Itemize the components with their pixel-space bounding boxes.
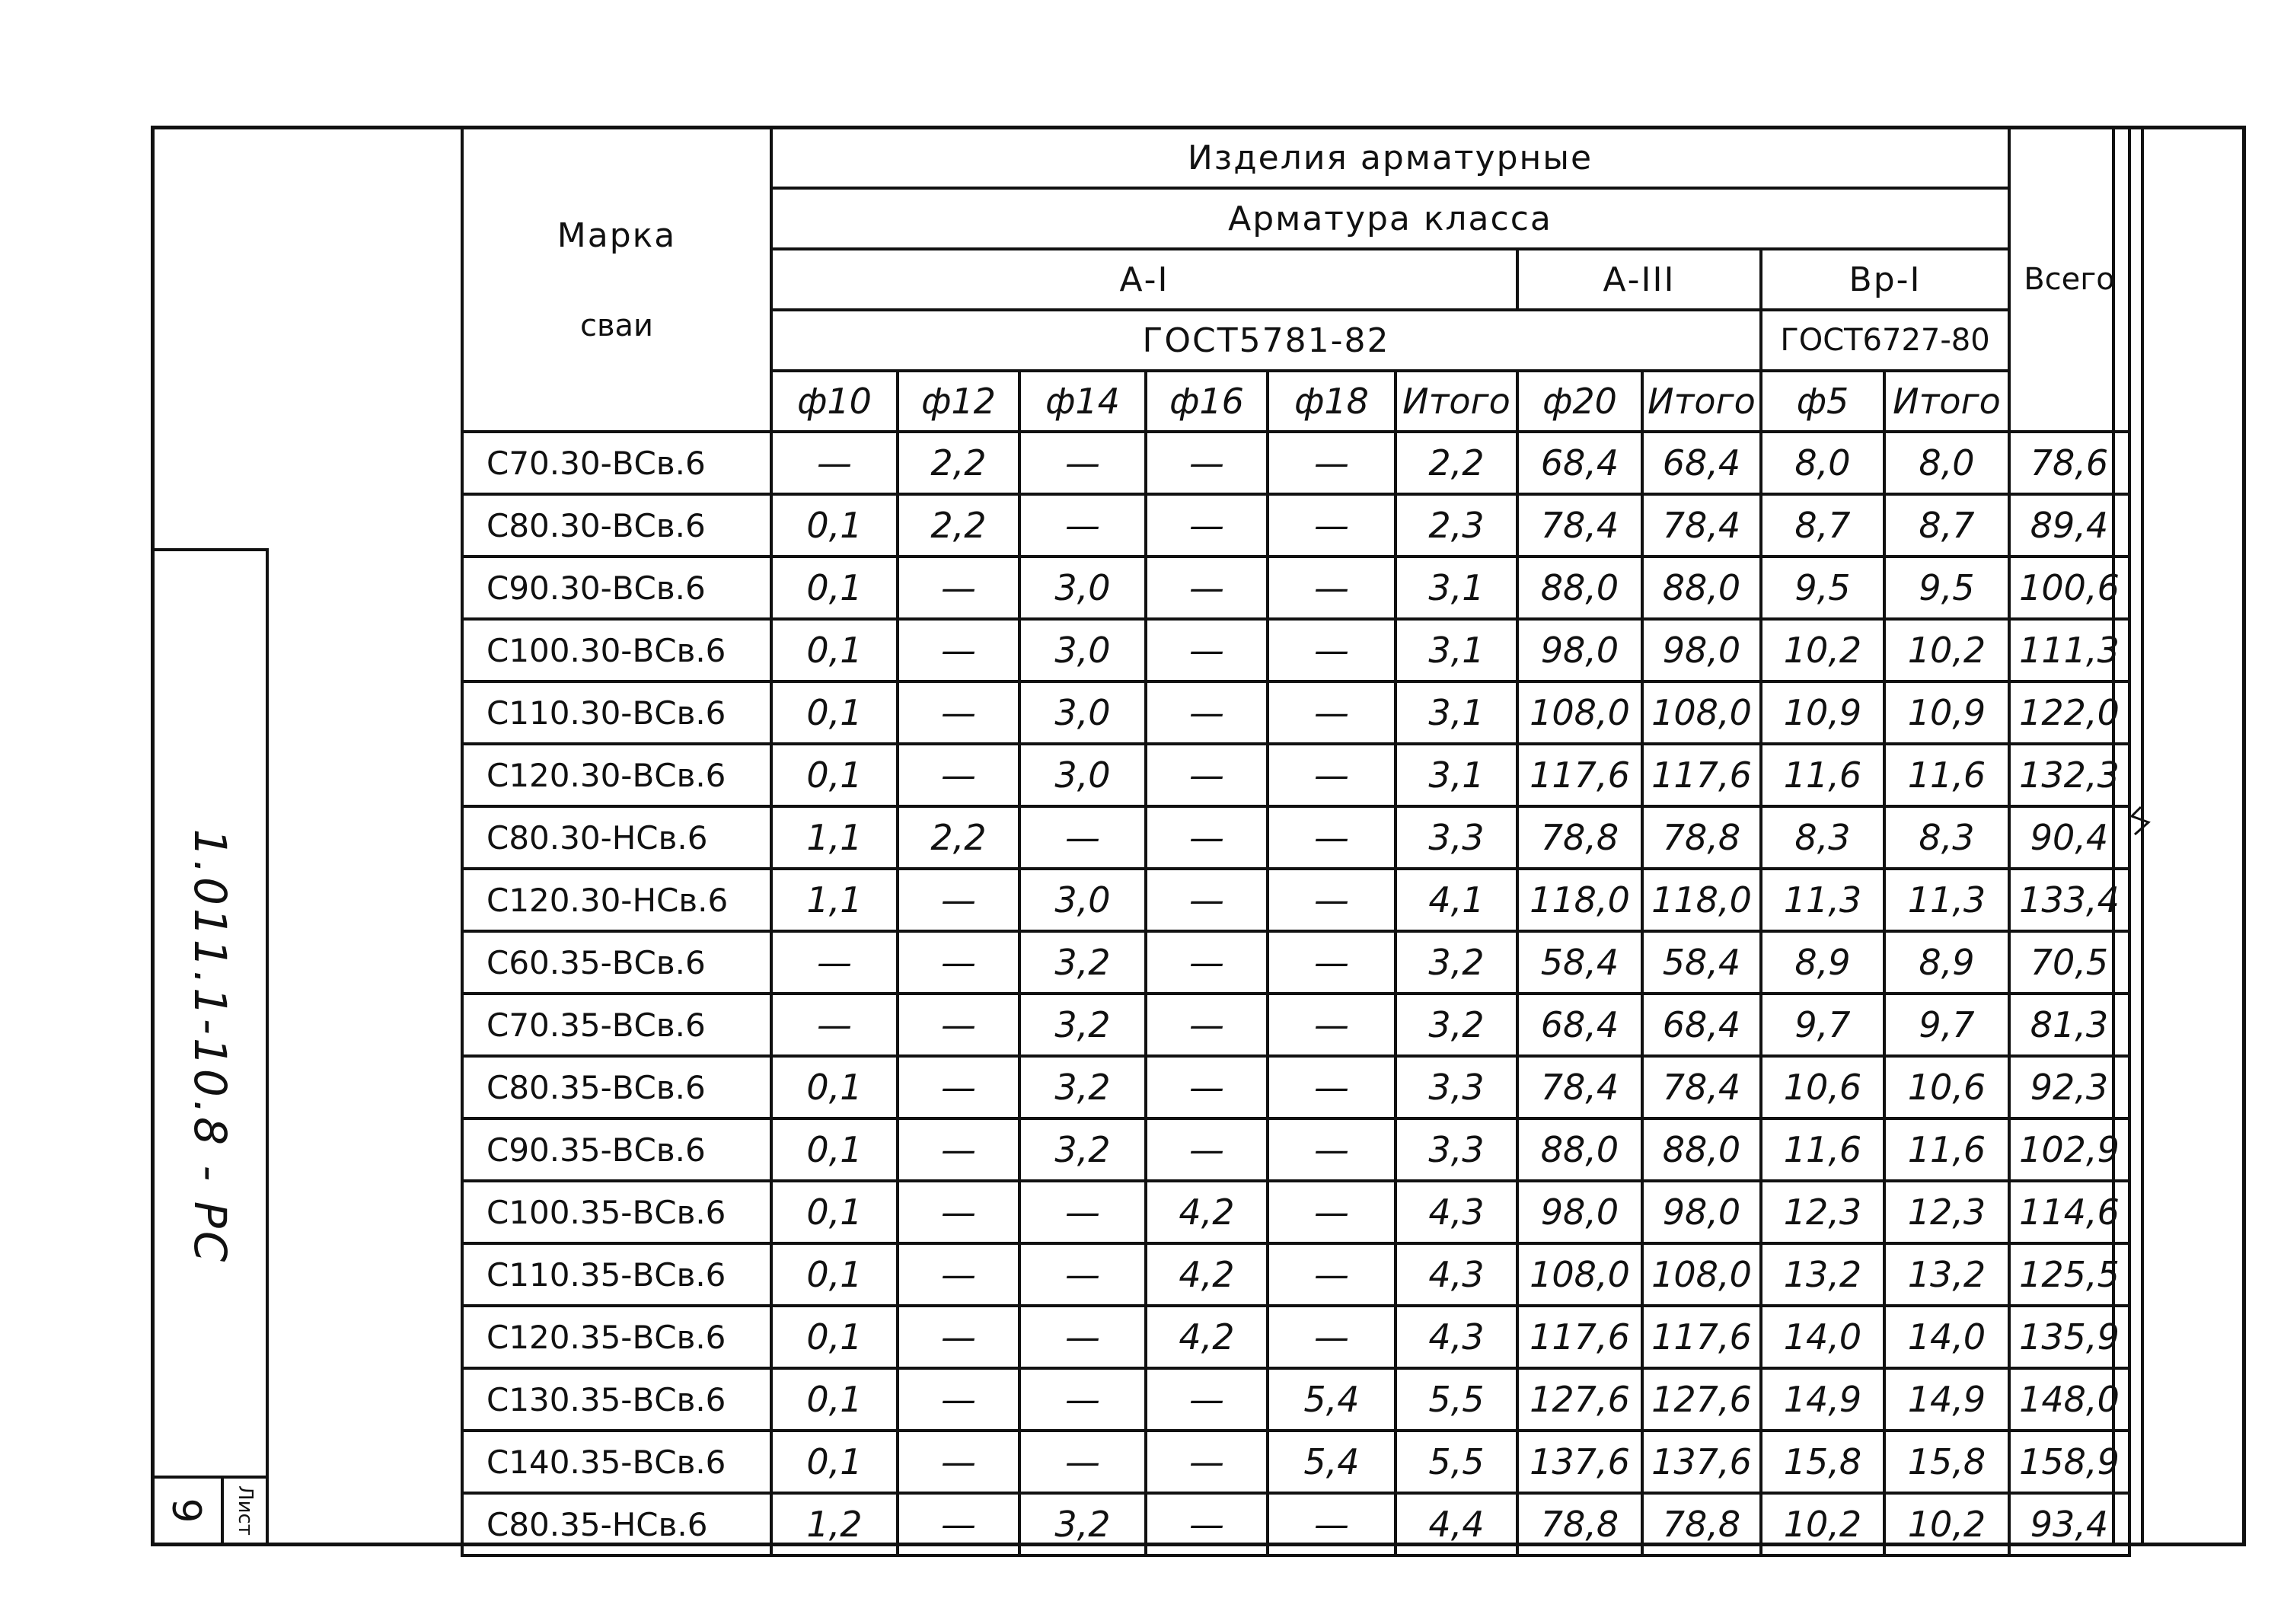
value-cell: 10,9 — [1761, 681, 1884, 744]
value-cell: — — [1019, 806, 1146, 869]
value-cell: — — [1146, 1056, 1268, 1118]
value-cell: 3,2 — [1019, 1493, 1146, 1555]
value-cell: 8,7 — [1884, 494, 2009, 557]
reinforcement-table — [461, 126, 2131, 1557]
pile-mark-cell: С90.30-ВСв.6 — [462, 557, 771, 619]
pile-mark-cell: С80.35-НСв.6 — [462, 1493, 771, 1555]
value-cell: 9,7 — [1761, 994, 1884, 1056]
value-cell: 2,2 — [1396, 432, 1517, 494]
value-cell: — — [1146, 681, 1268, 744]
table-row — [462, 1431, 2129, 1493]
col-header-f12: ф12 — [898, 371, 1019, 432]
document-code: 1.011.1-10.8 - РС — [184, 828, 236, 1265]
value-cell: — — [1146, 744, 1268, 806]
value-cell: 12,3 — [1761, 1181, 1884, 1243]
value-cell: 3,2 — [1019, 994, 1146, 1056]
value-cell: — — [1268, 931, 1396, 994]
value-cell: 13,2 — [1761, 1243, 1884, 1306]
value-cell: 2,2 — [898, 806, 1019, 869]
class-a3-header: А-III — [1517, 249, 1761, 310]
value-cell: — — [1268, 994, 1396, 1056]
value-cell: — — [1268, 619, 1396, 681]
row-total-cell: 92,3 — [2009, 1056, 2129, 1118]
value-cell: 4,2 — [1146, 1306, 1268, 1368]
col-header-f18: ф18 — [1268, 371, 1396, 432]
table-row — [462, 869, 2129, 931]
value-cell: 78,4 — [1517, 1056, 1642, 1118]
value-cell: — — [1019, 1243, 1146, 1306]
col-header-total-a1: Итого — [1396, 371, 1517, 432]
value-cell: — — [1268, 1493, 1396, 1555]
value-cell: 78,8 — [1642, 1493, 1761, 1555]
value-cell: — — [1146, 557, 1268, 619]
table-row — [462, 931, 2129, 994]
value-cell: 4,3 — [1396, 1306, 1517, 1368]
pile-mark-cell: С70.35-ВСв.6 — [462, 994, 771, 1056]
value-cell: — — [1146, 931, 1268, 994]
margin-line — [2141, 126, 2144, 1546]
value-cell: — — [1019, 1368, 1146, 1431]
value-cell: 4,2 — [1146, 1181, 1268, 1243]
value-cell: — — [1268, 494, 1396, 557]
pile-mark-cell: С110.30-ВСв.6 — [462, 681, 771, 744]
value-cell: — — [1146, 806, 1268, 869]
value-cell: 2,2 — [898, 494, 1019, 557]
value-cell: 15,8 — [1884, 1431, 2009, 1493]
value-cell: 10,2 — [1884, 619, 2009, 681]
value-cell: 11,6 — [1761, 744, 1884, 806]
pile-mark-cell: С110.35-ВСв.6 — [462, 1243, 771, 1306]
value-cell: 137,6 — [1517, 1431, 1642, 1493]
pile-mark-cell: С130.35-ВСв.6 — [462, 1368, 771, 1431]
value-cell: — — [898, 1243, 1019, 1306]
value-cell: 5,4 — [1268, 1368, 1396, 1431]
value-cell: 5,5 — [1396, 1368, 1517, 1431]
row-total-cell: 78,6 — [2009, 432, 2129, 494]
value-cell: — — [898, 931, 1019, 994]
table-row — [462, 619, 2129, 681]
value-cell: 3,0 — [1019, 557, 1146, 619]
value-cell: 98,0 — [1642, 1181, 1761, 1243]
pile-mark-cell: С80.30-НСв.6 — [462, 806, 771, 869]
value-cell: — — [1268, 1056, 1396, 1118]
value-cell: 78,4 — [1517, 494, 1642, 557]
value-cell: 117,6 — [1517, 1306, 1642, 1368]
value-cell: 3,2 — [1019, 931, 1146, 994]
pile-mark-cell: С100.35-ВСв.6 — [462, 1181, 771, 1243]
value-cell: 108,0 — [1517, 681, 1642, 744]
value-cell: 8,3 — [1884, 806, 2009, 869]
value-cell: 78,8 — [1642, 806, 1761, 869]
gost-a-header: ГОСТ5781-82 — [771, 310, 1761, 371]
table-row — [462, 494, 2129, 557]
value-cell: 4,2 — [1146, 1243, 1268, 1306]
value-cell: 8,3 — [1761, 806, 1884, 869]
value-cell: 11,6 — [1761, 1118, 1884, 1181]
value-cell: — — [1268, 1306, 1396, 1368]
value-cell: 0,1 — [771, 1181, 898, 1243]
value-cell: 10,2 — [1761, 1493, 1884, 1555]
value-cell: 10,2 — [1884, 1493, 2009, 1555]
value-cell: — — [771, 432, 898, 494]
value-cell: 8,0 — [1761, 432, 1884, 494]
table-row — [462, 1118, 2129, 1181]
value-cell: 9,7 — [1884, 994, 2009, 1056]
value-cell: 5,4 — [1268, 1431, 1396, 1493]
value-cell: — — [898, 869, 1019, 931]
value-cell: 78,8 — [1517, 806, 1642, 869]
value-cell: 4,4 — [1396, 1493, 1517, 1555]
row-total-cell: 93,4 — [2009, 1493, 2129, 1555]
value-cell: — — [1268, 681, 1396, 744]
value-cell: 88,0 — [1642, 557, 1761, 619]
table-row — [462, 1181, 2129, 1243]
pile-mark-cell: С70.30-ВСв.6 — [462, 432, 771, 494]
value-cell: — — [898, 1181, 1019, 1243]
sheet-label: Лист — [234, 1485, 257, 1536]
value-cell: 68,4 — [1642, 432, 1761, 494]
value-cell: — — [898, 1431, 1019, 1493]
value-cell: — — [898, 681, 1019, 744]
pile-mark-cell: С100.30-ВСв.6 — [462, 619, 771, 681]
value-cell: 14,9 — [1761, 1368, 1884, 1431]
value-cell: 14,0 — [1884, 1306, 2009, 1368]
value-cell: 0,1 — [771, 1431, 898, 1493]
value-cell: — — [898, 1056, 1019, 1118]
value-cell: — — [1019, 1306, 1146, 1368]
value-cell: 0,1 — [771, 1243, 898, 1306]
value-cell: 88,0 — [1517, 557, 1642, 619]
row-total-cell: 70,5 — [2009, 931, 2129, 994]
value-cell: — — [1146, 994, 1268, 1056]
value-cell: 3,2 — [1396, 994, 1517, 1056]
value-cell: 8,7 — [1761, 494, 1884, 557]
value-cell: 98,0 — [1517, 619, 1642, 681]
table-row — [462, 1368, 2129, 1431]
value-cell: 0,1 — [771, 1368, 898, 1431]
col-header-f20: ф20 — [1517, 371, 1642, 432]
value-cell: 0,1 — [771, 744, 898, 806]
value-cell: 108,0 — [1642, 1243, 1761, 1306]
value-cell: 8,9 — [1761, 931, 1884, 994]
value-cell: 14,0 — [1761, 1306, 1884, 1368]
value-cell: 12,3 — [1884, 1181, 2009, 1243]
value-cell: — — [1019, 1431, 1146, 1493]
value-cell: 0,1 — [771, 557, 898, 619]
value-cell: — — [1019, 432, 1146, 494]
value-cell: 3,1 — [1396, 619, 1517, 681]
row-total-cell: 125,5 — [2009, 1243, 2129, 1306]
pile-mark-cell: С90.35-ВСв.6 — [462, 1118, 771, 1181]
value-cell: 8,0 — [1884, 432, 2009, 494]
value-cell: 78,4 — [1642, 1056, 1761, 1118]
value-cell: 3,0 — [1019, 681, 1146, 744]
table-row — [462, 1056, 2129, 1118]
table-row — [462, 744, 2129, 806]
value-cell: 5,5 — [1396, 1431, 1517, 1493]
value-cell: 68,4 — [1517, 994, 1642, 1056]
table-row — [462, 994, 2129, 1056]
value-cell: — — [1146, 494, 1268, 557]
col-header-total-a3: Итого — [1642, 371, 1761, 432]
value-cell: 127,6 — [1517, 1368, 1642, 1431]
col-header-f16: ф16 — [1146, 371, 1268, 432]
mark-header-line2: сваи — [579, 308, 654, 343]
value-cell: — — [898, 1368, 1019, 1431]
value-cell: 10,6 — [1884, 1056, 2009, 1118]
value-cell: 3,0 — [1019, 744, 1146, 806]
products-header: Изделия арматурные — [771, 127, 2009, 188]
value-cell: — — [1146, 1493, 1268, 1555]
value-cell: — — [1146, 1431, 1268, 1493]
value-cell: — — [1268, 806, 1396, 869]
row-total-cell: 122,0 — [2009, 681, 2129, 744]
value-cell: 4,1 — [1396, 869, 1517, 931]
value-cell: 88,0 — [1642, 1118, 1761, 1181]
pile-mark-cell: С120.35-ВСв.6 — [462, 1306, 771, 1368]
value-cell: — — [1146, 1368, 1268, 1431]
value-cell: 10,9 — [1884, 681, 2009, 744]
col-header-f10: ф10 — [771, 371, 898, 432]
value-cell: 0,1 — [771, 681, 898, 744]
value-cell: 98,0 — [1517, 1181, 1642, 1243]
value-cell: 11,3 — [1884, 869, 2009, 931]
value-cell: — — [898, 557, 1019, 619]
value-cell: 58,4 — [1517, 931, 1642, 994]
value-cell: 10,6 — [1761, 1056, 1884, 1118]
value-cell: 3,0 — [1019, 869, 1146, 931]
value-cell: — — [1146, 869, 1268, 931]
table-row — [462, 1243, 2129, 1306]
value-cell: 78,8 — [1517, 1493, 1642, 1555]
pile-mark-cell: С80.30-ВСв.6 — [462, 494, 771, 557]
value-cell: 127,6 — [1642, 1368, 1761, 1431]
value-cell: — — [771, 994, 898, 1056]
col-header-f5: ф5 — [1761, 371, 1884, 432]
value-cell: 4,3 — [1396, 1181, 1517, 1243]
value-cell: — — [1268, 557, 1396, 619]
row-total-cell: 90,4 — [2009, 806, 2129, 869]
gost-bp-header: ГОСТ6727-80 — [1761, 310, 2009, 371]
row-total-cell: 100,6 — [2009, 557, 2129, 619]
pile-mark-cell: С120.30-ВСв.6 — [462, 744, 771, 806]
class-a1-header: А-I — [771, 249, 1517, 310]
value-cell: 3,1 — [1396, 744, 1517, 806]
value-cell: 3,0 — [1019, 619, 1146, 681]
table-row — [462, 1493, 2129, 1555]
mark-header — [462, 127, 771, 432]
col-header-f14: ф14 — [1019, 371, 1146, 432]
value-cell: 117,6 — [1642, 1306, 1761, 1368]
row-total-cell: 148,0 — [2009, 1368, 2129, 1431]
class-bp1-header: Вр-I — [1761, 249, 2009, 310]
value-cell: 4,3 — [1396, 1243, 1517, 1306]
row-total-cell: 81,3 — [2009, 994, 2129, 1056]
table-row — [462, 557, 2129, 619]
pile-mark-cell: С120.30-НСв.6 — [462, 869, 771, 931]
value-cell: 3,2 — [1396, 931, 1517, 994]
value-cell: — — [1268, 432, 1396, 494]
table-row — [462, 1306, 2129, 1368]
value-cell: — — [898, 744, 1019, 806]
value-cell: 3,3 — [1396, 1118, 1517, 1181]
row-total-cell: 132,3 — [2009, 744, 2129, 806]
value-cell: 3,3 — [1396, 806, 1517, 869]
value-cell: 2,3 — [1396, 494, 1517, 557]
value-cell: 9,5 — [1761, 557, 1884, 619]
row-total-cell: 89,4 — [2009, 494, 2129, 557]
row-total-cell: 158,9 — [2009, 1431, 2129, 1493]
value-cell: 11,6 — [1884, 1118, 2009, 1181]
value-cell: 118,0 — [1642, 869, 1761, 931]
table-row — [462, 806, 2129, 869]
value-cell: 0,1 — [771, 1056, 898, 1118]
pile-mark-cell: С140.35-ВСв.6 — [462, 1431, 771, 1493]
value-cell: 78,4 — [1642, 494, 1761, 557]
row-total-cell: 133,4 — [2009, 869, 2129, 931]
value-cell: — — [898, 1493, 1019, 1555]
col-header-total-bp1: Итого — [1884, 371, 2009, 432]
value-cell: 9,5 — [1884, 557, 2009, 619]
value-cell: 98,0 — [1642, 619, 1761, 681]
value-cell: — — [1268, 1118, 1396, 1181]
table-body — [462, 432, 2129, 1555]
table-row — [462, 432, 2129, 494]
value-cell: 15,8 — [1761, 1431, 1884, 1493]
value-cell: 11,3 — [1761, 869, 1884, 931]
value-cell: 14,9 — [1884, 1368, 2009, 1431]
value-cell: 58,4 — [1642, 931, 1761, 994]
value-cell: 0,1 — [771, 1306, 898, 1368]
value-cell: — — [1268, 1181, 1396, 1243]
value-cell: 0,1 — [771, 1118, 898, 1181]
total-header: Всего — [2009, 127, 2129, 432]
value-cell: 2,2 — [898, 432, 1019, 494]
value-cell: 1,2 — [771, 1493, 898, 1555]
value-cell: — — [1019, 1181, 1146, 1243]
value-cell: 3,1 — [1396, 681, 1517, 744]
value-cell: 3,1 — [1396, 557, 1517, 619]
value-cell: 108,0 — [1642, 681, 1761, 744]
value-cell: 137,6 — [1642, 1431, 1761, 1493]
table-row — [462, 681, 2129, 744]
row-total-cell: 111,3 — [2009, 619, 2129, 681]
value-cell: 108,0 — [1517, 1243, 1642, 1306]
sheet-number: 9 — [163, 1498, 209, 1523]
value-cell: 13,2 — [1884, 1243, 2009, 1306]
value-cell: — — [898, 1118, 1019, 1181]
value-cell: — — [1268, 869, 1396, 931]
value-cell: 0,1 — [771, 619, 898, 681]
value-cell: 118,0 — [1517, 869, 1642, 931]
rebar-class-header: Арматура класса — [771, 188, 2009, 249]
value-cell: 117,6 — [1517, 744, 1642, 806]
value-cell: 3,2 — [1019, 1118, 1146, 1181]
value-cell: 1,1 — [771, 806, 898, 869]
value-cell: 3,2 — [1019, 1056, 1146, 1118]
value-cell: — — [898, 619, 1019, 681]
row-total-cell: 114,6 — [2009, 1181, 2129, 1243]
sheet-divider — [221, 1476, 224, 1546]
value-cell: — — [1268, 1243, 1396, 1306]
value-cell: — — [1146, 619, 1268, 681]
pile-mark-cell: С80.35-ВСв.6 — [462, 1056, 771, 1118]
value-cell: 10,2 — [1761, 619, 1884, 681]
mark-header-line1: Марка — [557, 215, 677, 255]
row-total-cell: 135,9 — [2009, 1306, 2129, 1368]
value-cell: 68,4 — [1517, 432, 1642, 494]
value-cell: — — [898, 1306, 1019, 1368]
value-cell: 68,4 — [1642, 994, 1761, 1056]
value-cell: — — [1268, 744, 1396, 806]
value-cell: — — [771, 931, 898, 994]
pile-mark-cell: С60.35-ВСв.6 — [462, 931, 771, 994]
value-cell: 3,3 — [1396, 1056, 1517, 1118]
value-cell: — — [1146, 1118, 1268, 1181]
value-cell: 0,1 — [771, 494, 898, 557]
row-total-cell: 102,9 — [2009, 1118, 2129, 1181]
value-cell: 8,9 — [1884, 931, 2009, 994]
value-cell: 11,6 — [1884, 744, 2009, 806]
value-cell: — — [898, 994, 1019, 1056]
value-cell: — — [1146, 432, 1268, 494]
value-cell: 1,1 — [771, 869, 898, 931]
value-cell: 117,6 — [1642, 744, 1761, 806]
value-cell: — — [1019, 494, 1146, 557]
value-cell: 88,0 — [1517, 1118, 1642, 1181]
